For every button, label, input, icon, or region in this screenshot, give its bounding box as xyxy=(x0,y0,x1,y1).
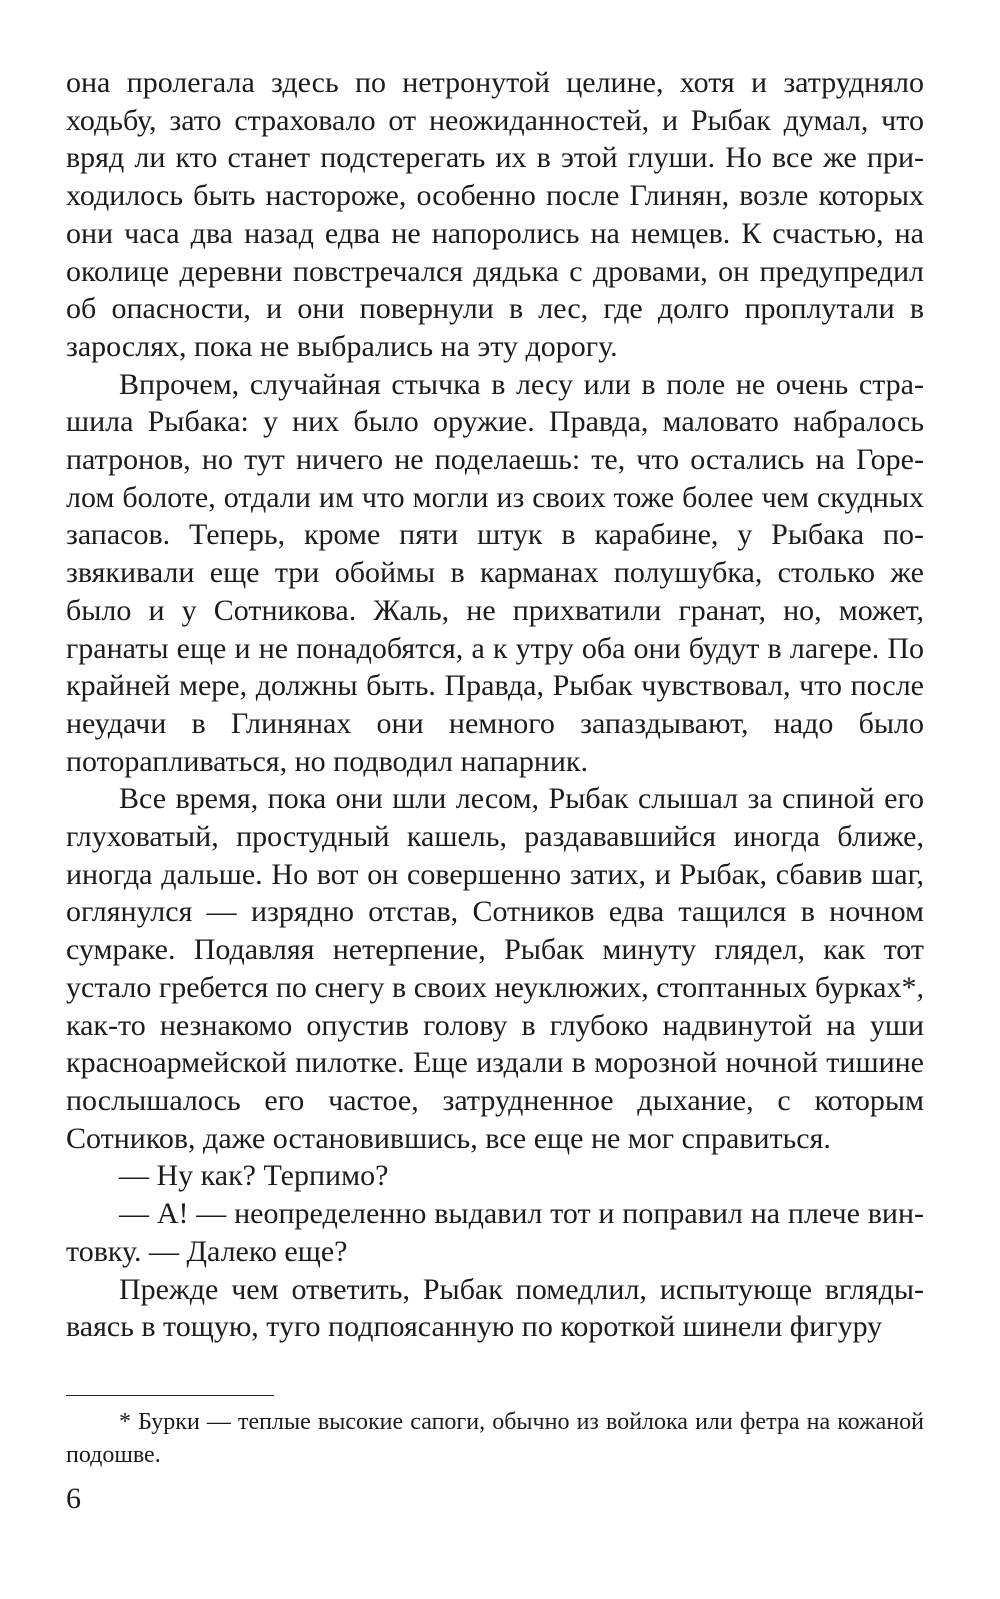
dialogue-line-2: — А! — неопределенно выдавил тот и поправил на плече винтовку. — Далеко еще? xyxy=(66,1197,924,1268)
book-page xyxy=(66,64,924,1346)
footnote: * Бурки — теплые высокие сапоги, обычно из войлока или фетра на кожаной подошве. xyxy=(66,1409,924,1468)
paragraph-1: она пролегала здесь по нетронутой целине, хотя и затрудняло ходьбу, зато страховало от неожиданностей, и Рыбак думал, что вряд ли кто станет подстерегать их в этой глуши. Но все же приходилось быть настороже, особенно после Глинян, возле которых они часа два назад едва не напоролись на немцев. К счастью, на околице деревни повстречался дядька с дровами, он предупредил об опасности, и они повернули в лес, где долго проплутали в зарослях, пока не выбрались на эту дорогу. xyxy=(66,66,924,363)
page-number: 6 xyxy=(66,1482,81,1515)
footnote-divider xyxy=(66,1395,274,1396)
paragraph-6: Прежде чем ответить, Рыбак помедлил, испытующе вглядываясь в тощую, туго подпоясанную по короткой шинели фигуру xyxy=(66,1272,924,1344)
dialogue-line-1: — Ну как? Терпимо? xyxy=(119,1159,389,1193)
paragraph-2: Впрочем, случайная стычка в лесу или в поле не очень страшила Рыбака: у них было оружие. Правда, маловато набралось патронов, но тут ничего не поделаешь: те, что остались на Горелом болоте, отдали им что могли из своих тоже более чем скудных запасов. Теперь, кроме пяти штук в карабине, у Рыбака позвякивали еще три обоймы в карманах полушубка, столько же было и у Сотникова. Жаль, не прихватили гранат, но, может, гранаты еще и не понадобятся, а к утру оба они будут в лагере. По крайней мере, должны быть. Правда, Рыбак чувствовал, что после неудачи в Глинянах они немного запаздывают, надо было поторапливаться, но подводил напарник. xyxy=(66,367,924,778)
paragraph-3: Все время, пока они шли лесом, Рыбак слышал за спиной его глуховатый, простудный кашель, раздававшийся иногда ближе, иногда дальше. Но вот он совершенно затих, и Рыбак, сбавив шаг, оглянулся — изрядно отстав, Сотников едва тащился в ночном сумраке. Подавляя нетерпение, Рыбак минуту глядел, как тот устало гребется по снегу в своих неуклюжих, стоптанных бурках*, как-то незнакомо опустив голову в глубоко надвинутой на уши красноармейской пилотке. Еще издали в морозной ночной тишине послышалось его частое, затрудненное дыхание, с которым Сотников, даже остановившись, все еще не мог справиться. xyxy=(66,782,924,1155)
body-text xyxy=(66,64,924,1346)
